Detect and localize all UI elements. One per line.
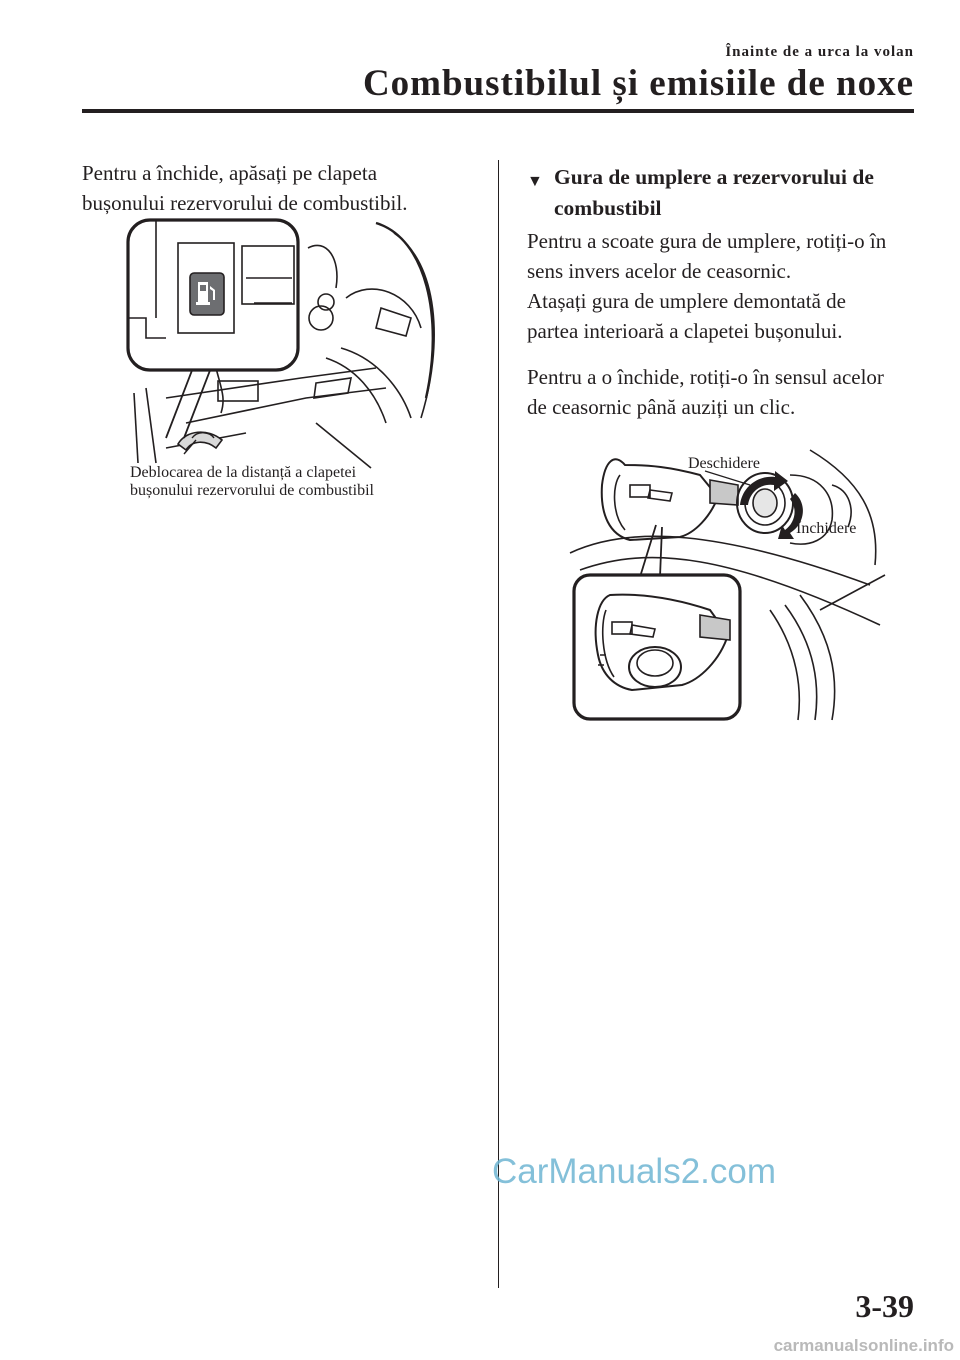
text-line: Pentru a scoate gura de umplere, rotiți-o în [527, 229, 887, 253]
text-line: bușonului rezervorului de combustibil. [82, 191, 408, 215]
figure1-caption [130, 464, 374, 500]
footer-site-link[interactable]: carmanualsonline.info [773, 1336, 954, 1355]
page-number: 3-39 [855, 1288, 914, 1324]
watermark: CarManuals2.com [492, 1152, 776, 1191]
close-flap-instruction [82, 158, 482, 218]
header-rule [82, 109, 914, 113]
fuel-filler-cap-illustration [570, 445, 890, 725]
running-header-title: Combustibilul și emisiile de noxe [362, 63, 914, 104]
running-header-subtitle: Înainte de a urca la volan [725, 44, 914, 60]
close-label: Închidere [796, 520, 857, 537]
text-line: sens invers acelor de ceasornic. [527, 259, 792, 283]
section-heading [527, 162, 917, 224]
caption-line: bușonului rezervorului de combustibil [130, 482, 374, 499]
open-label: Deschidere [688, 455, 760, 472]
heading-line: combustibil [554, 196, 662, 220]
column-divider [498, 160, 499, 1288]
fuel-lid-opener-illustration [126, 218, 444, 468]
heading-line: Gura de umplere a rezervorului de [554, 165, 874, 189]
text-line: Atașați gura de umplere demontată de [527, 289, 846, 313]
text-line: Pentru a închide, apăsați pe clapeta [82, 161, 378, 185]
caption-line: Deblocarea de la distanță a clapetei [130, 464, 357, 481]
triangle-bullet-icon: ▼ [527, 173, 543, 190]
close-cap-instruction [527, 362, 927, 422]
text-line: Pentru a o închide, rotiți-o în sensul acelor [527, 365, 884, 389]
text-line: partea interioară a clapetei bușonului. [527, 319, 843, 343]
remove-cap-instruction [527, 226, 927, 346]
text-line: de ceasornic până auziți un clic. [527, 395, 796, 419]
